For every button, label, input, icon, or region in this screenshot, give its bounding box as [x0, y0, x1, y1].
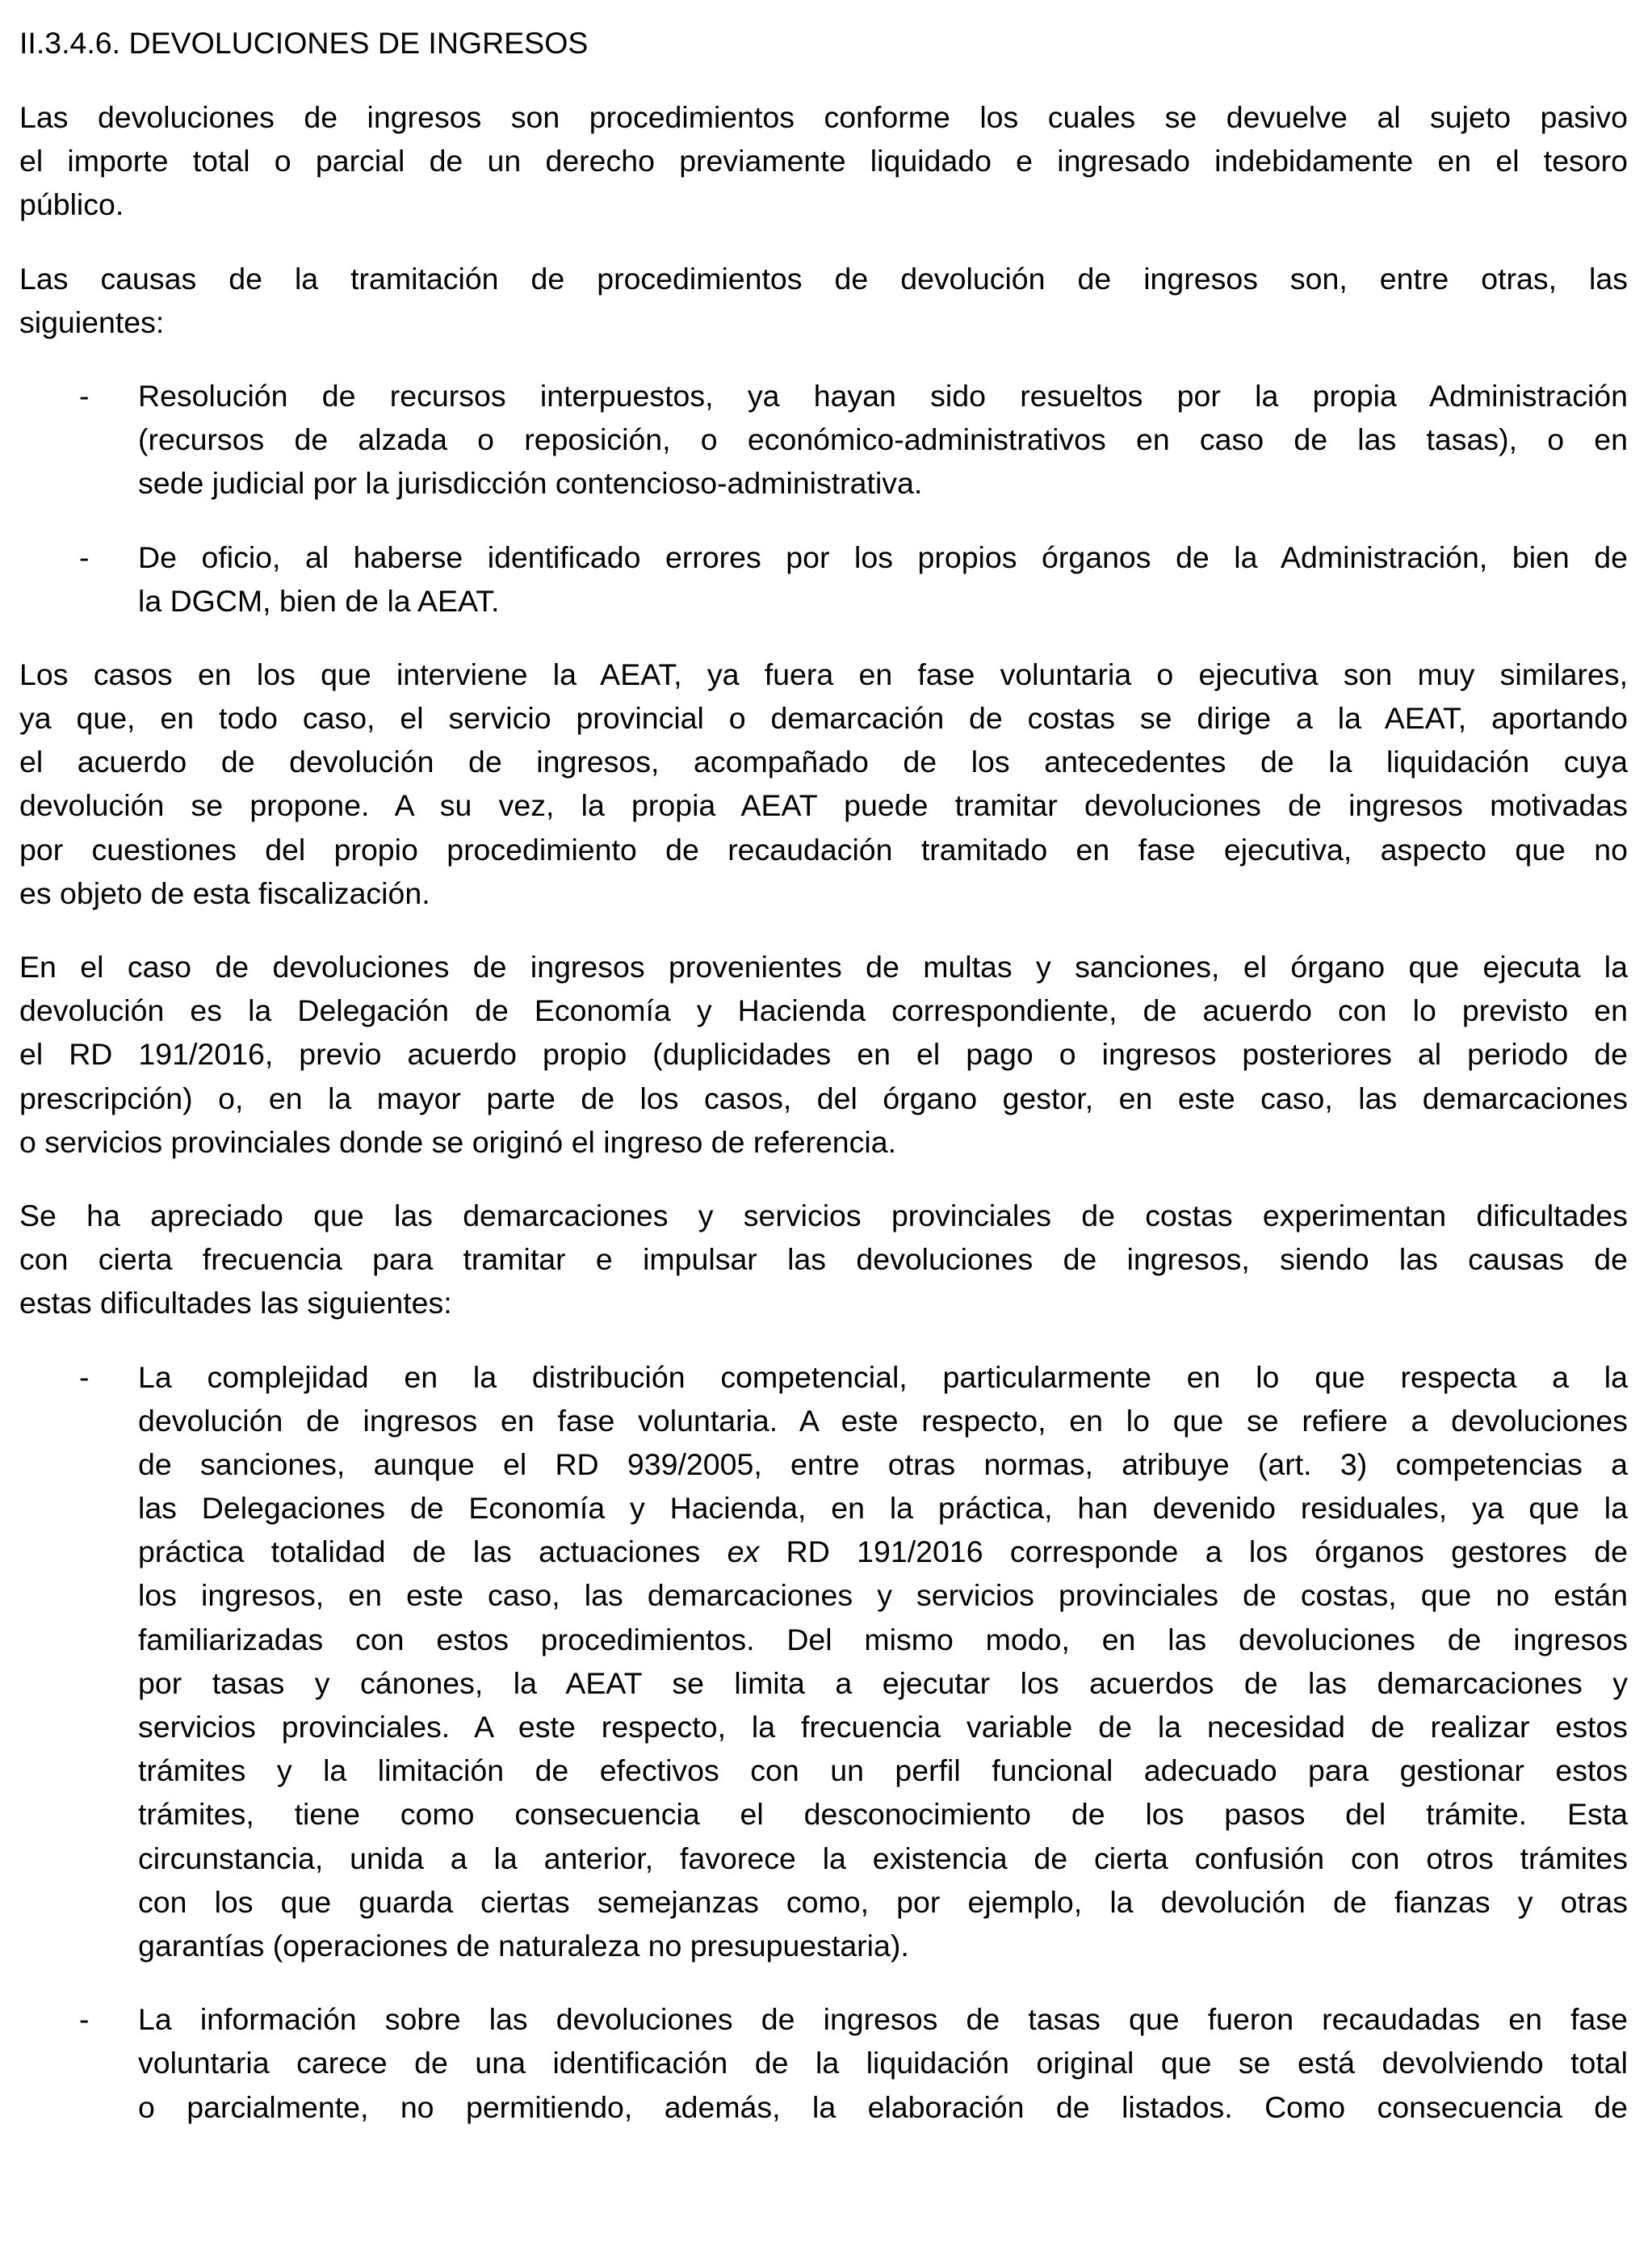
- text-line: el acuerdo de devolución de ingresos, acompañado de los antecedentes de la liquidación cuya: [19, 745, 1628, 779]
- text-line: Las causas de la tramitación de procedimientos de devolución de ingresos son, entre otras, las: [19, 261, 1628, 296]
- paragraph: [19, 945, 1628, 1164]
- bullet-dash: -: [79, 540, 90, 574]
- paragraph: [19, 95, 1628, 227]
- text-line: Se ha apreciado que las demarcaciones y servicios provinciales de costas experimentan dificultades: [19, 1198, 1628, 1232]
- text-line: con cierta frecuencia para tramitar e impulsar las devoluciones de ingresos, siendo las causas de: [19, 1242, 1628, 1277]
- document-body: [19, 95, 1628, 2129]
- text-line: o parcialmente, no permitiendo, además, la elaboración de listados. Como consecuencia de: [138, 2089, 1628, 2124]
- section-heading: II.3.4.6. DEVOLUCIONES DE INGRESOS: [19, 26, 589, 60]
- text-line: por tasas y cánones, la AEAT se limita a ejecutar los acuerdos de las demarcaciones y: [138, 1665, 1628, 1700]
- text-line: es objeto de esta fiscalización.: [19, 875, 430, 910]
- text-line: trámites, tiene como consecuencia el desconocimiento de los pasos del trámite. Esta: [138, 1797, 1628, 1832]
- text-line: devolución de ingresos en fase voluntaria. A este respecto, en lo que se refiere a devoluciones: [138, 1403, 1628, 1438]
- text-line: el importe total o parcial de un derecho previamente liquidado e ingresado indebidamente en el tesoro: [19, 144, 1628, 178]
- text-line: prescripción) o, en la mayor parte de los casos, del órgano gestor, en este caso, las demarcaciones: [19, 1081, 1628, 1115]
- bullet-item: [19, 1355, 1628, 1968]
- text-line: sede judicial por la jurisdicción contencioso-administrativa.: [138, 466, 923, 501]
- text-line: voluntaria carece de una identificación de la liquidación original que se está devolviendo total: [138, 2046, 1628, 2080]
- text-line: En el caso de devoluciones de ingresos provenientes de multas y sanciones, el órgano que ejecuta la: [19, 950, 1628, 984]
- paragraph: [19, 257, 1628, 344]
- text-line: Resolución de recursos interpuestos, ya hayan sido resueltos por la propia Administración: [138, 378, 1628, 413]
- text-line: La complejidad en la distribución competencial, particularmente en lo que respecta a la: [138, 1359, 1628, 1394]
- text-line: Las devoluciones de ingresos son procedimientos conforme los cuales se devuelve al sujeto pasivo: [19, 100, 1628, 134]
- bullet-item: [19, 374, 1628, 506]
- document: [19, 21, 1628, 2159]
- text-line: con los que guarda ciertas semejanzas como, por ejemplo, la devolución de fianzas y otras: [138, 1884, 1628, 1919]
- text-line: (recursos de alzada o reposición, o económico-administrativos en caso de las tasas), o en: [138, 422, 1628, 457]
- text-line: devolución se propone. A su vez, la propia AEAT puede tramitar devoluciones de ingresos motivadas: [19, 788, 1628, 823]
- bullet-dash: -: [79, 1359, 90, 1394]
- text-line: servicios provinciales. A este respecto, la frecuencia variable de la necesidad de realizar estos: [138, 1710, 1628, 1744]
- text-line: Los casos en los que interviene la AEAT, ya fuera en fase voluntaria o ejecutiva son muy similares,: [19, 657, 1628, 691]
- text-line: las Delegaciones de Economía y Hacienda, en la práctica, han devenido residuales, ya que la: [138, 1491, 1628, 1526]
- paragraph: [19, 653, 1628, 915]
- text-line: devolución es la Delegación de Economía y Hacienda correspondiente, de acuerdo con lo previsto en: [19, 993, 1628, 1028]
- text-line: público.: [19, 187, 124, 222]
- text-line: el RD 191/2016, previo acuerdo propio (duplicidades en el pago o ingresos posteriores al periodo de: [19, 1037, 1628, 1072]
- text-line: por cuestiones del propio procedimiento de recaudación tramitado en fase ejecutiva, aspecto que no: [19, 832, 1628, 867]
- text-line: garantías (operaciones de naturaleza no presupuestaria).: [138, 1928, 909, 1963]
- text-line: estas dificultades las siguientes:: [19, 1286, 452, 1320]
- text-line: La información sobre las devoluciones de ingresos de tasas que fueron recaudadas en fase: [138, 2002, 1628, 2037]
- text-line: la DGCM, bien de la AEAT.: [138, 583, 500, 618]
- paragraph: [19, 1194, 1628, 1325]
- text-line: los ingresos, en este caso, las demarcaciones y servicios provinciales de costas, que no están: [138, 1578, 1628, 1613]
- text-line: circunstancia, unida a la anterior, favorece la existencia de cierta confusión con otros trámites: [138, 1841, 1628, 1875]
- text-line: trámites y la limitación de efectivos con un perfil funcional adecuado para gestionar estos: [138, 1753, 1628, 1788]
- text-line: o servicios provinciales donde se originó el ingreso de referencia.: [19, 1124, 897, 1159]
- bullet-dash: -: [79, 378, 90, 413]
- italic-term: ex: [727, 1535, 760, 1569]
- text-line: ya que, en todo caso, el servicio provincial o demarcación de costas se dirige a la AEAT, aportando: [19, 701, 1628, 736]
- text-line: familiarizadas con estos procedimientos. Del mismo modo, en las devoluciones de ingresos: [138, 1622, 1628, 1656]
- text-line: De oficio, al haberse identificado errores por los propios órganos de la Administración, bien de: [138, 540, 1628, 574]
- bullet-item: [19, 1997, 1628, 2129]
- text-line: de sanciones, aunque el RD 939/2005, entre otras normas, atribuye (art. 3) competencias a: [138, 1446, 1628, 1481]
- text-line: siguientes:: [19, 304, 165, 339]
- text-segment: RD 191/2016 corresponde a los órganos gestores de: [759, 1535, 1628, 1569]
- text-line: [138, 1530, 1628, 1573]
- bullet-dash: -: [79, 2002, 90, 2037]
- bullet-item: [19, 535, 1628, 623]
- text-segment: práctica totalidad de las actuaciones: [138, 1535, 727, 1569]
